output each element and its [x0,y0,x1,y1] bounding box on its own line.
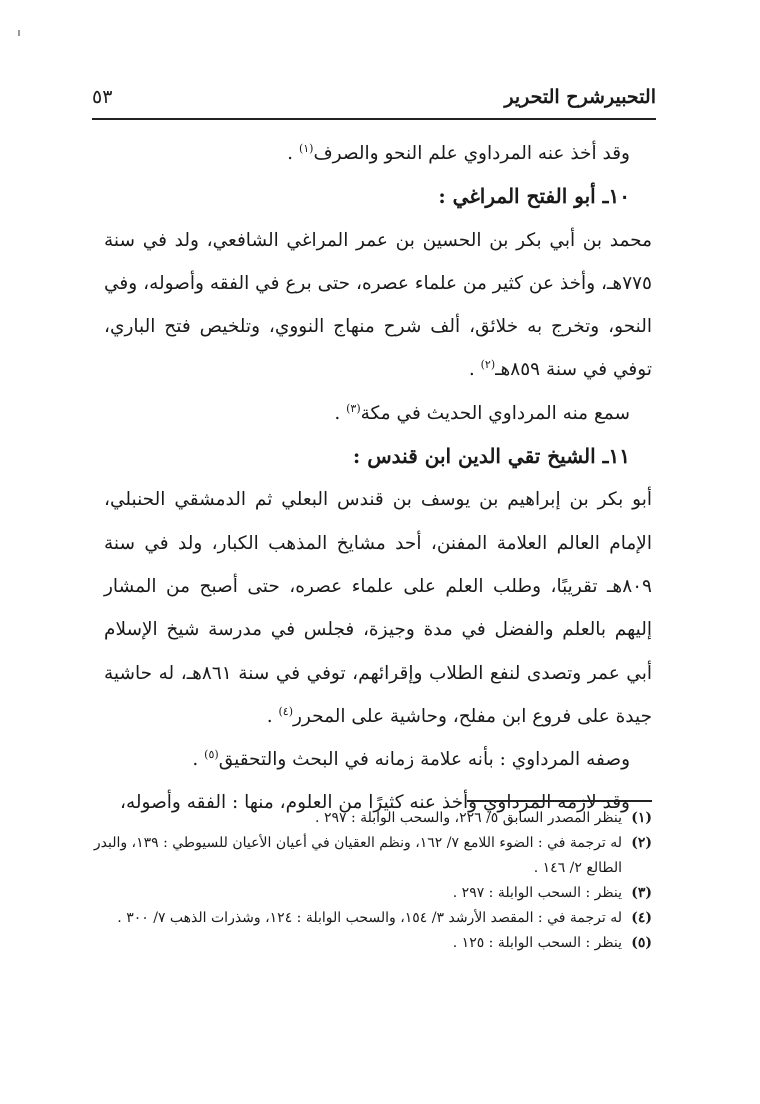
footnote-number: (٤) [631,910,652,926]
paragraph-end: . [192,749,205,771]
footnote-ref[interactable]: (٢) [480,358,496,372]
footnote-text: ينظر المصدر السابق ٥/ ٢٢٦، والسحب الوابلة : ٢٩٧ . [315,810,622,826]
footnote-text: له ترجمة في : الضوء اللامع ٧/ ١٦٢، ونظم العقيان في أعيان الأعيان للسيوطي : ١٣٩، والبدر الطالع ٢/ ١٤٦ . [93,835,622,876]
paragraph [104,132,652,175]
footnote-number: (١) [631,810,652,826]
footnote-text: له ترجمة في : المقصد الأرشد ٣/ ١٥٤، والسحب الوابلة : ١٢٤، وشذرات الذهب ٧/ ٣٠٠ . [117,910,622,926]
footnote-ref[interactable]: (٥) [204,748,219,761]
paragraph: وقد لازمه المرداوي وأخذ عنه كثيرًا من العلوم، منها : الفقه وأصوله، [119,792,630,814]
footnote-ref[interactable]: (١) [298,141,314,155]
section-heading: ١١ـ الشيخ تقي الدين ابن قندس : [352,444,630,469]
paragraph [104,738,652,781]
paragraph-text: محمد بن أبي بكر بن الحسين بن عمر المراغي الشافعي، ولد في سنة ٧٧٥هـ، وأخذ عن كثير من علماء عصره، حتى برع في الفقه وأصوله، وفي النحو، وتخرج به خلائق، ألف شرح منهاج النووي، وتلخيص فتح الباري، توفي في سنة ٨٥٩هـ [104,229,652,381]
footnote [92,931,652,956]
page-number: ٥٣ [92,86,113,108]
footnotes [92,806,652,956]
footnote-ref[interactable]: (٣) [346,401,361,415]
paragraph [104,219,652,392]
footnote-rule [467,800,652,802]
paragraph-text: سمع منه المرداوي الحديث في مكة [360,402,630,424]
paragraph-text: وصفه المرداوي : بأنه علامة زمانه في البحث والتحقيق [218,749,630,771]
paragraph-text: وقد أخذ عنه المرداوي علم النحو والصرف [313,143,630,164]
footnote-number: (٢) [631,835,652,851]
paragraph [104,478,652,738]
paragraph-end: . [468,359,481,381]
section-heading: ١٠ـ أبو الفتح المراغي : [438,184,630,209]
footnote-number: (٣) [631,885,652,901]
paragraph-end: . [334,402,347,424]
page-header [92,84,656,120]
paragraph-text: أبو بكر بن إبراهيم بن يوسف بن قندس البعلي ثم الدمشقي الحنبلي، الإمام العالم العلامة المفنن، أحد مشايخ المذهب الكبار، ولد في سنة ٨٠٩هـ تقريبًا، وطلب العلم على علماء عصره، حتى أصبح من المشار إليهم بالعلم والفضل في مدة وجيزة، فجلس في مدرسة شيخ الإسلام أبي عمر وتصدى لنفع الطلاب وإقرائهم، توفي في سنة ٨٦١هـ، له حاشية جيدة على فروع ابن مفلح، وحاشية على المحرر [104,489,652,727]
footnote [92,806,652,831]
footnote-number: (٥) [631,935,652,951]
footnote [92,881,652,906]
header-rule [92,118,656,120]
footnote-text: ينظر : السحب الوابلة : ٢٩٧ . [452,885,622,901]
footnote-ref[interactable]: (٤) [278,704,293,718]
paragraph [104,392,652,435]
main-text [104,132,652,825]
footnote [92,831,652,881]
paragraph-end: . [287,143,299,164]
running-title: التحبيرشرح التحرير [504,86,656,108]
paragraph-end: . [266,705,279,727]
margin-mark [18,30,20,36]
footnote-text: ينظر : السحب الوابلة : ١٢٥ . [452,935,622,951]
footnote [92,906,652,931]
